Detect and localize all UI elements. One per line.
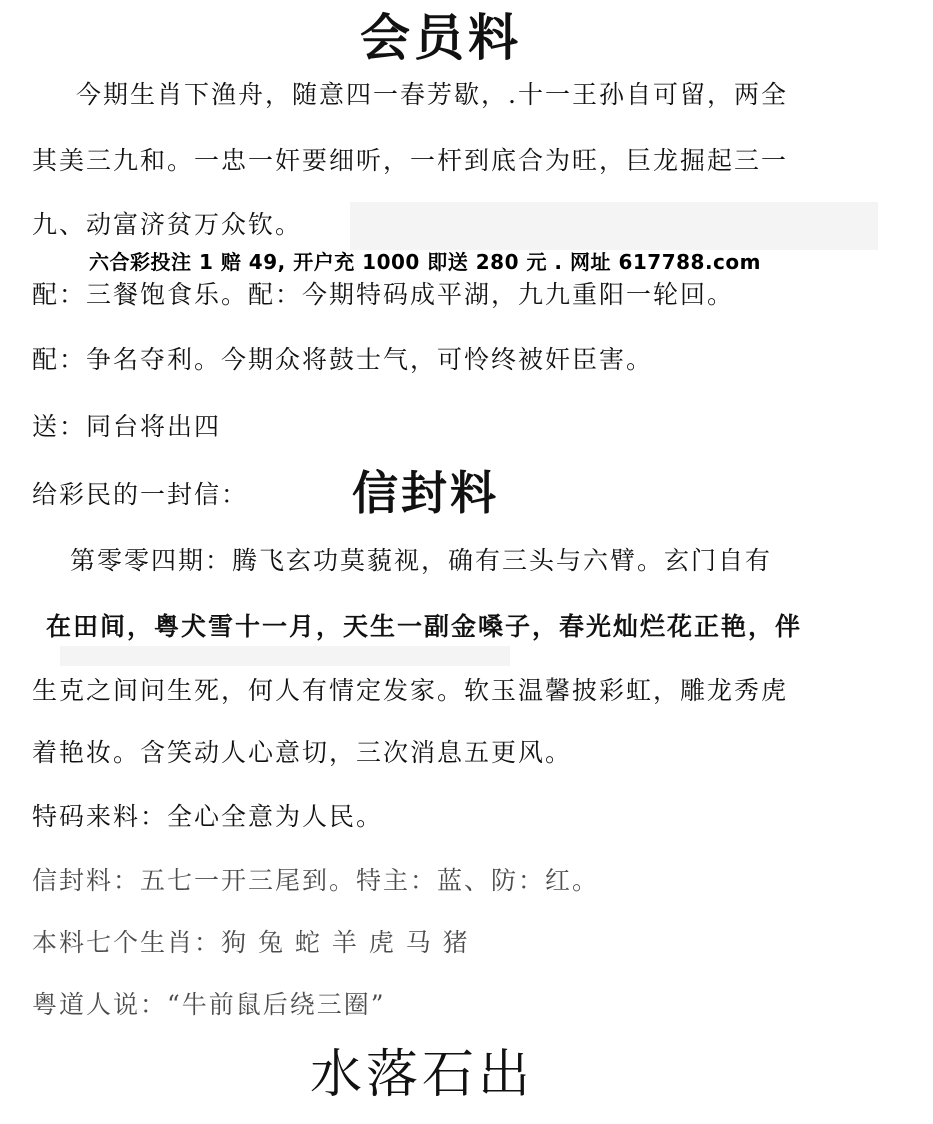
tema-note: 特码来料：全心全意为人民。 xyxy=(32,802,384,831)
smudge-mark-2 xyxy=(60,646,510,666)
poem-line-3: 九、动富济贫万众钦。 xyxy=(32,210,303,239)
saying-note: 粤道人说：“牛前鼠后绕三圈” xyxy=(32,990,386,1019)
letter-line-1: 第零零四期：腾飞玄功莫藐视，确有三头与六臂。玄门自有 xyxy=(70,546,773,575)
xinfeng-note: 信封料：五七一开三尾到。特主：蓝、防：红。 xyxy=(32,866,600,895)
poem-line-1: 今期生肖下渔舟，随意四一春芳歇，.十一王孙自可留，两全 xyxy=(76,80,788,109)
advert-banner: 六合彩投注 1 赔 49, 开户充 1000 即送 280 元 . 网址 617788.com xyxy=(89,250,761,274)
letter-line-3: 生克之间问生死，何人有情定发家。软玉温馨披彩虹，雕龙秀虎 xyxy=(32,676,789,705)
footer-title: 水落石出 xyxy=(310,1045,535,1105)
pair-line-2: 配：争名夺利。今期众将鼓士气，可怜终被奸臣害。 xyxy=(32,345,654,374)
pair-line-1: 配：三餐饱食乐。配：今期特码成平湖，九九重阳一轮回。 xyxy=(32,280,735,309)
letter-label: 给彩民的一封信： xyxy=(32,480,249,509)
smudge-mark xyxy=(350,202,878,250)
page-title: 会员料 xyxy=(360,9,522,67)
pair-line-3: 送：同台将出四 xyxy=(32,412,222,441)
letter-line-4: 着艳妆。含笑动人心意切，三次消息五更风。 xyxy=(32,738,573,767)
letter-title: 信封料 xyxy=(352,466,499,520)
poem-line-2: 其美三九和。一忠一奸要细听，一杆到底合为旺，巨龙掘起三一 xyxy=(32,146,789,175)
letter-line-2: 在田间，粤犬雪十一月，天生一副金嗓子，春光灿烂花正艳，伴 xyxy=(46,612,803,641)
zodiac-note: 本料七个生肖：狗 兔 蛇 羊 虎 马 猪 xyxy=(32,928,470,957)
